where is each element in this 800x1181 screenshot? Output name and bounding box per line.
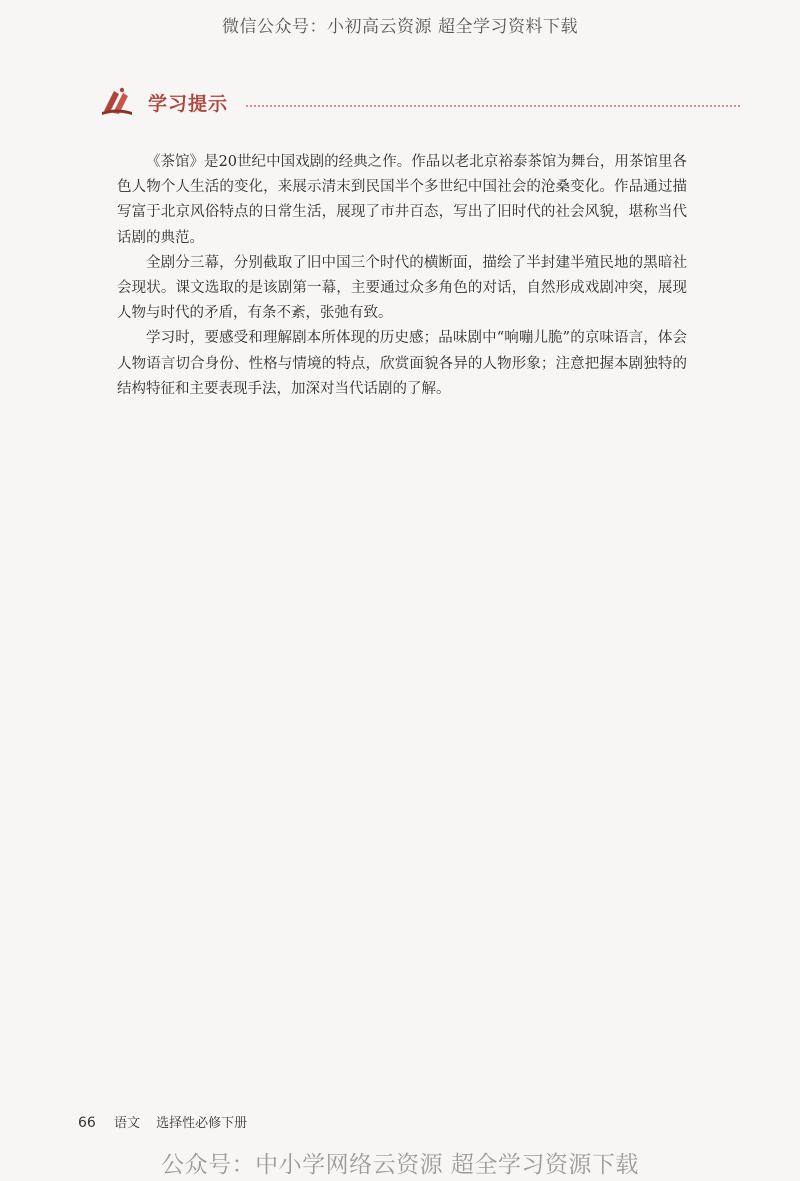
bottom-watermark: 公众号：中小学网络云资源 超全学习资源下载 — [161, 1152, 639, 1178]
paragraph-2: 全剧分三幕，分别截取了旧中国三个时代的横断面，描绘了半封建半殖民地的黑暗社会现状。课文选取的是该剧第一幕，主要通过众多角色的对话，自然形成戏剧冲突，展现人物与时代的矛盾，有条不紊，张弛有致。 — [117, 254, 687, 322]
book-subject: 语文 — [113, 1116, 140, 1131]
section-title: 学习提示 — [148, 92, 229, 115]
dotted-divider — [246, 105, 740, 107]
folded-book-logo-icon — [100, 85, 134, 119]
paragraph-3: 学习时，要感受和理解剧本所体现的历史感；品味剧中“响嘣儿脆”的京味语言，体会人物语言切合身份、性格与情境的特点，欣赏面貌各异的人物形象；注意把握本剧独特的结构特征和主要表现手法，加深对当代话剧的了解。 — [117, 330, 687, 397]
paragraph-1: 《茶馆》是20世纪中国戏剧的经典之作。作品以老北京裕泰茶馆为舞台，用茶馆里各色人物个人生活的变化，来展示清末到民国半个多世纪中国社会的沧桑变化。作品通过描写富于北京风俗特点的日常生活，展现了市井百态，写出了旧时代的社会风貌，堪称当代话剧的典范。 — [117, 154, 687, 246]
page-number: 66 — [78, 1115, 96, 1131]
book-volume: 选择性必修下册 — [156, 1116, 248, 1131]
lesson-tips-body — [117, 150, 687, 402]
page-footer — [78, 1112, 247, 1131]
section-header — [100, 84, 740, 120]
top-watermark: 微信公众号：小初高云资源 超全学习资料下载 — [222, 17, 578, 37]
